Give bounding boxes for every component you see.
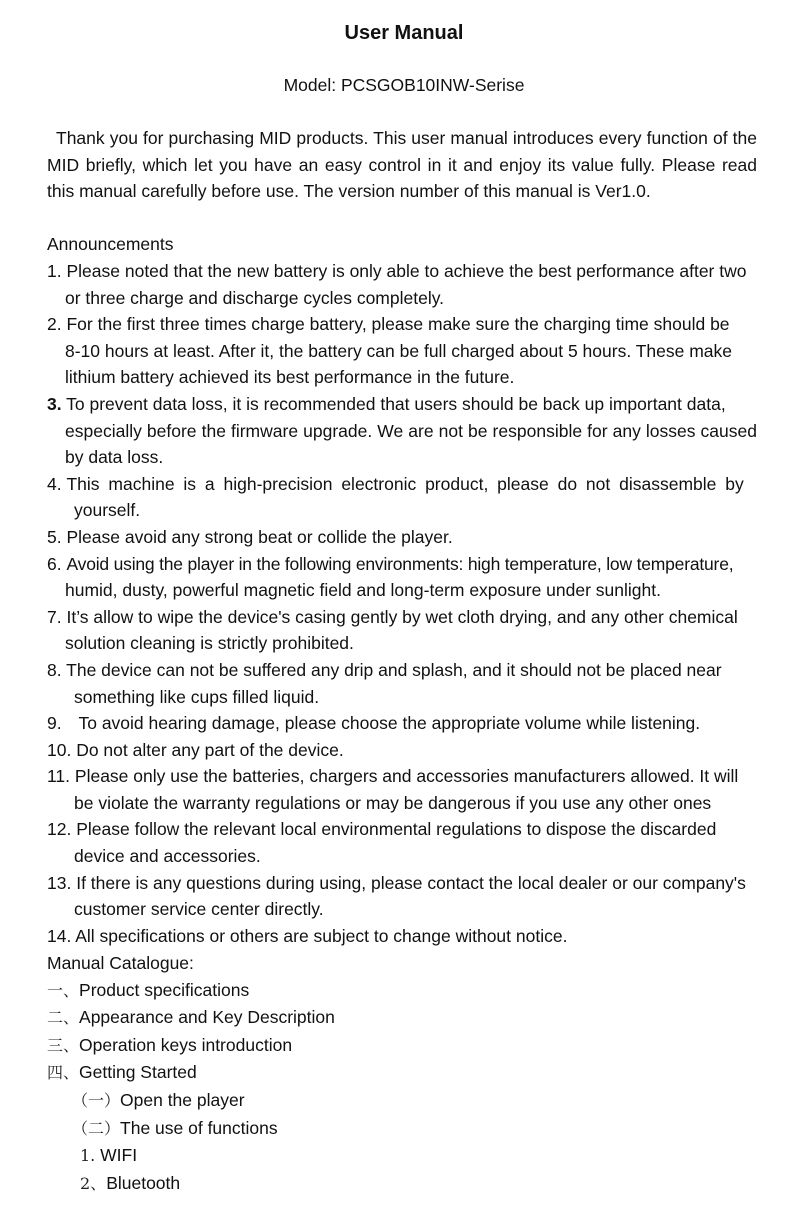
list-item <box>47 551 763 604</box>
entry-label: WIFI <box>100 1145 138 1166</box>
entry-marker: 二、 <box>47 1008 80 1028</box>
entry-marker: 2、 <box>80 1173 107 1193</box>
catalogue-heading: Manual Catalogue: <box>47 953 194 973</box>
entry-label: Product specifications <box>79 979 250 1000</box>
item-text-continued: 8-10 hours at least. After it, the battery can be full charged about 5 hours. These make lithium battery achieved its best performance in the future. <box>65 340 733 388</box>
item-number: 13. <box>47 872 72 893</box>
list-item <box>47 524 763 551</box>
list-item <box>47 311 763 391</box>
entry-marker: 一、 <box>47 980 80 1000</box>
item-text: This machine is a high-precision electronic product, please do not disassemble by <box>66 473 744 494</box>
item-text: If there is any questions during using, please contact the local dealer or our company's <box>76 872 746 893</box>
item-text: Please avoid any strong beat or collide the player. <box>66 526 453 547</box>
entry-marker: 三、 <box>47 1035 80 1055</box>
list-item <box>47 604 763 657</box>
item-text: Please only use the batteries, chargers and accessories manufacturers allowed. It will <box>74 766 739 787</box>
item-text: To avoid hearing damage, please choose the appropriate volume while listening. <box>78 713 701 734</box>
item-number: 5. <box>47 526 62 547</box>
entry-label: Getting Started <box>79 1062 197 1083</box>
catalogue-entry <box>47 1059 335 1087</box>
item-text: Please noted that the new battery is only able to achieve the best performance after two <box>66 261 747 281</box>
item-number: 14. <box>47 925 72 946</box>
item-text-continued: solution cleaning is strictly prohibited. <box>65 633 354 654</box>
entry-label: Operation keys introduction <box>79 1034 293 1055</box>
item-number: 12. <box>47 819 72 840</box>
item-text: It’s allow to wipe the device's casing gently by wet cloth drying, and any other chemical <box>66 606 738 627</box>
announcements-list <box>47 258 763 949</box>
item-number: 6. <box>47 553 62 574</box>
item-number: 3. <box>47 393 62 414</box>
catalogue-entry <box>47 1142 335 1170</box>
item-text: Avoid using the player in the following environments: high temperature, low temperature, <box>66 553 734 574</box>
item-number: 11. <box>47 766 71 787</box>
item-text: Please follow the relevant local environmental regulations to dispose the discarded <box>76 819 717 840</box>
item-text-continued: especially before the firmware upgrade. We are not be responsible for any losses caused by data loss. <box>65 420 757 468</box>
item-number: 4. <box>47 473 62 494</box>
item-number: 9. <box>47 713 62 734</box>
item-text-continued: be violate the warranty regulations or may be dangerous if you use any other ones <box>74 792 712 813</box>
item-text: For the first three times charge battery, please make sure the charging time should be <box>66 314 730 335</box>
item-text-continued: humid, dusty, powerful magnetic field and long-term exposure under sunlight. <box>65 580 661 601</box>
list-item <box>47 870 763 923</box>
list-item <box>47 657 757 710</box>
item-text-continued: yourself. <box>74 500 141 521</box>
item-number: 10. <box>47 739 72 760</box>
catalogue-entry <box>47 1032 335 1060</box>
catalogue-entry <box>47 1087 335 1115</box>
item-text-continued: or three charge and discharge cycles completely. <box>65 287 445 308</box>
manual-catalogue <box>47 950 335 1197</box>
list-item <box>47 471 757 524</box>
entry-marker: （一） <box>72 1090 121 1110</box>
announcements-heading: Announcements <box>47 234 174 254</box>
catalogue-entry <box>47 1004 335 1032</box>
page-title: User Manual <box>344 22 464 44</box>
entry-marker: （二） <box>72 1118 121 1138</box>
list-item <box>47 763 763 816</box>
entry-label: Open the player <box>120 1089 245 1110</box>
item-text-continued: customer service center directly. <box>74 899 324 920</box>
list-item <box>47 816 763 869</box>
item-number: 1. <box>47 261 62 281</box>
model-line: Model: PCSGOB10INW-Serise <box>283 75 525 95</box>
list-item <box>47 923 763 950</box>
list-item <box>47 710 763 737</box>
item-text-continued: device and accessories. <box>74 846 261 867</box>
catalogue-entry <box>47 1115 335 1143</box>
list-item <box>47 258 763 311</box>
item-text: All specifications or others are subject to change without notice. <box>75 925 568 946</box>
item-text: Do not alter any part of the device. <box>76 739 344 760</box>
intro-paragraph: Thank you for purchasing MID products. This user manual introduces every function of the MID briefly, which let you have an easy control in it and enjoy its value fully. Please read this manual carefully before use. The version number of this manual is Ver1.0. <box>47 128 757 202</box>
catalogue-entry <box>47 977 335 1005</box>
item-number: 8. <box>47 659 62 680</box>
item-number: 2. <box>47 314 62 335</box>
item-text-continued: something like cups filled liquid. <box>74 686 320 707</box>
item-number: 7. <box>47 606 62 627</box>
item-text: To prevent data loss, it is recommended that users should be back up important data, <box>66 393 726 414</box>
entry-label: Bluetooth <box>106 1172 181 1193</box>
entry-label: Appearance and Key Description <box>79 1007 335 1028</box>
list-item <box>47 737 763 764</box>
catalogue-entry <box>47 1170 335 1198</box>
entry-label: The use of functions <box>120 1117 278 1138</box>
item-text: The device can not be suffered any drip and splash, and it should not be placed near <box>66 659 722 680</box>
entry-marker: 1. <box>80 1146 96 1166</box>
list-item <box>47 391 757 471</box>
entry-marker: 四、 <box>47 1063 80 1083</box>
